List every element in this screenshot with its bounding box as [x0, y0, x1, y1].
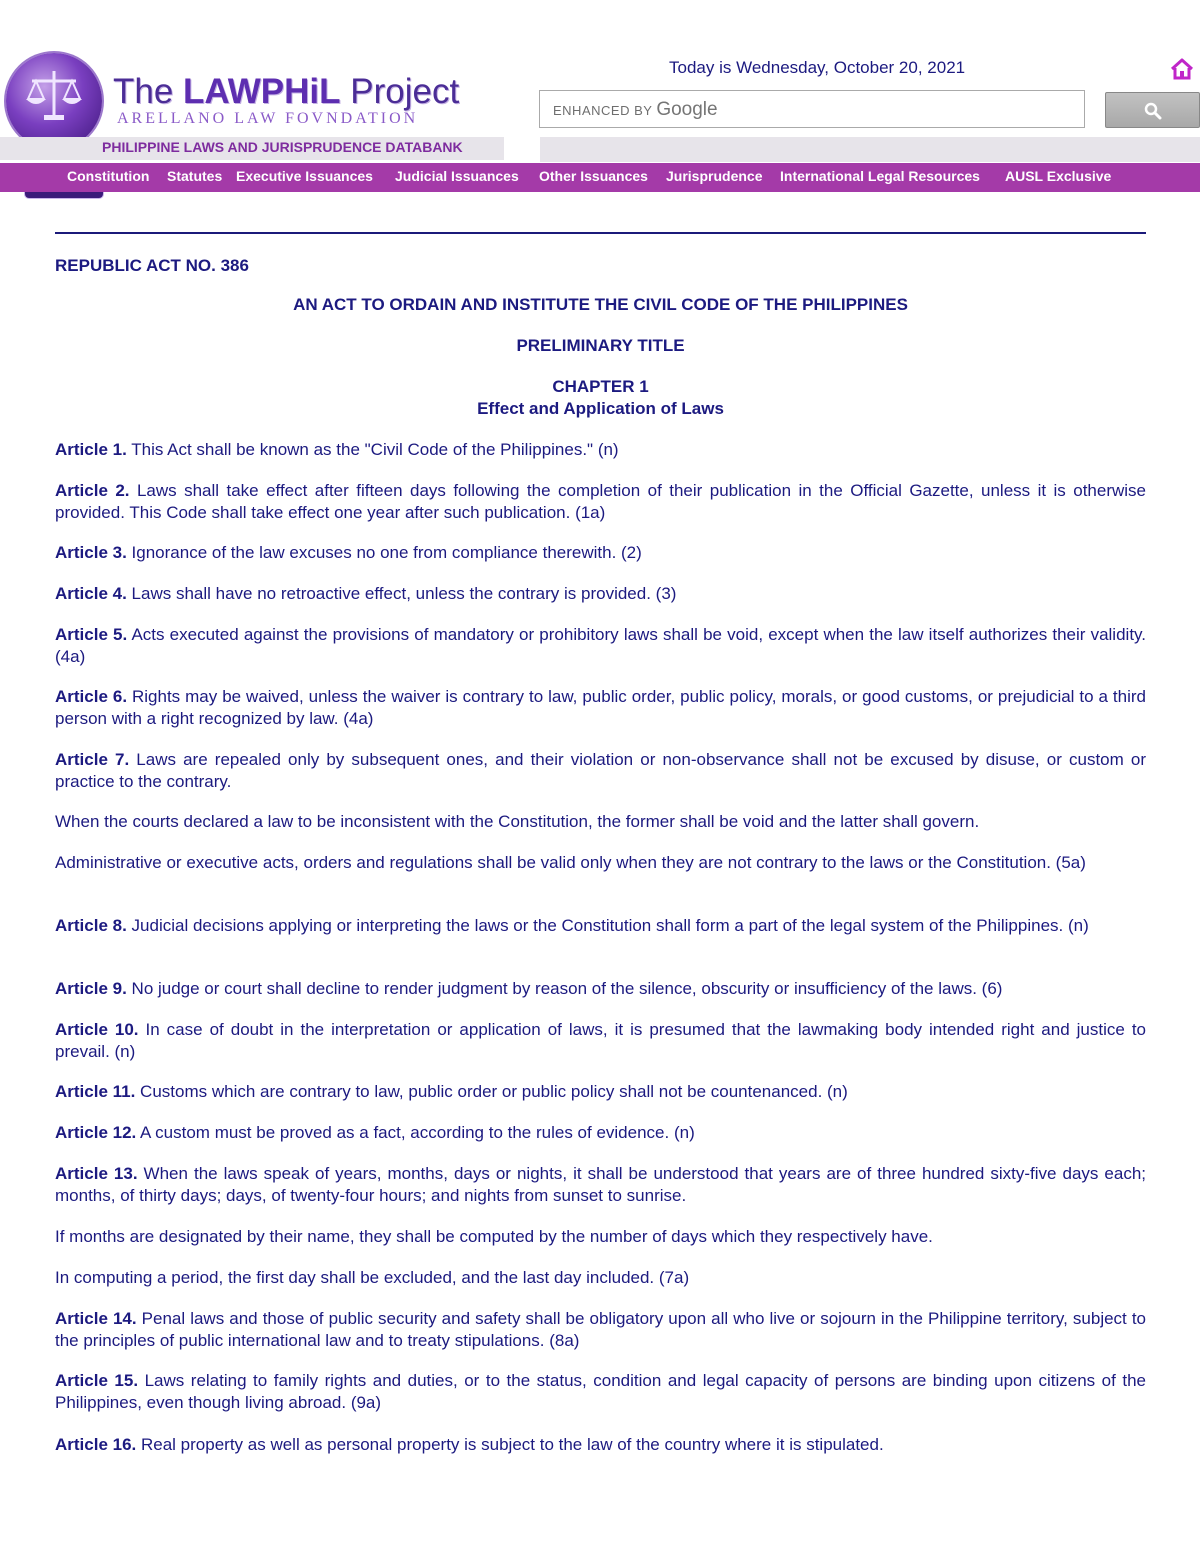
- article-text: Real property as well as personal property is subject to the law of the country where it is stipulated.: [136, 1435, 884, 1454]
- article-label: Article 1.: [55, 440, 127, 459]
- article-paragraph: [55, 624, 1146, 668]
- article-paragraph: [55, 480, 1146, 524]
- article-label: Article 16.: [55, 1435, 137, 1454]
- article-text: Customs which are contrary to law, public order or public policy shall not be countenanced. (n): [135, 1082, 848, 1101]
- nav-constitution[interactable]: Constitution: [67, 168, 150, 184]
- article-paragraph: [55, 1122, 1146, 1144]
- article-paragraph: [55, 1267, 1146, 1289]
- article-paragraph: [55, 749, 1146, 793]
- article-paragraph: [55, 915, 1146, 937]
- article-text: This Act shall be known as the "Civil Code of the Philippines." (n): [126, 440, 619, 459]
- article-text: When the courts declared a law to be inconsistent with the Constitution, the former shall be void and the latter shall govern.: [55, 812, 980, 831]
- brand-name: LAWPHiL: [183, 72, 341, 111]
- chapter-title: Effect and Application of Laws: [477, 399, 724, 418]
- article-label: Article 6.: [55, 687, 128, 706]
- nav-statutes[interactable]: Statutes: [167, 168, 223, 184]
- article-paragraph: [55, 583, 1146, 605]
- search-button[interactable]: [1105, 92, 1200, 128]
- article-label: Article 3.: [55, 543, 127, 562]
- article-text: Ignorance of the law excuses no one from compliance therewith. (2): [126, 543, 642, 562]
- article-paragraph: [55, 978, 1146, 1000]
- brand-the: The: [113, 72, 174, 111]
- brand-databank: PHILIPPINE LAWS AND JURISPRUDENCE DATABANK: [102, 139, 463, 155]
- article-paragraph: [55, 1081, 1146, 1103]
- article-text: Rights may be waived, unless the waiver is contrary to law, public order, public policy, morals, or good customs, or prejudicial to a third person with a right recognized by law. (4a): [55, 687, 1146, 728]
- article-text: Administrative or executive acts, orders and regulations shall be valid only when they are not contrary to the laws or the Constitution. (5a): [55, 853, 1086, 872]
- home-icon[interactable]: [1170, 58, 1194, 80]
- article-paragraph: [55, 1308, 1146, 1352]
- nav-executive-issuances[interactable]: Executive Issuances: [236, 168, 373, 184]
- brand-title[interactable]: [113, 72, 459, 112]
- article-text: In case of doubt in the interpretation or application of laws, it is presumed that the lawmaking body intended right and justice to prevail. (n): [55, 1020, 1146, 1061]
- article-text: Laws shall take effect after fifteen days following the completion of their publication in the Official Gazette, unless it is otherwise provided. This Code shall take effect one year after such publication. (1a): [55, 481, 1147, 522]
- article-label: Article 13.: [55, 1164, 138, 1183]
- article-label: Article 7.: [55, 750, 130, 769]
- search-icon: [1144, 102, 1162, 120]
- article-text: Judicial decisions applying or interpreting the laws or the Constitution shall form a part of the legal system of the Philippines. (n): [126, 916, 1089, 935]
- chapter-number: CHAPTER 1: [552, 377, 649, 396]
- lawphil-logo[interactable]: [6, 53, 102, 149]
- article-label: Article 11.: [55, 1082, 136, 1101]
- nav-ausl-exclusive[interactable]: AUSL Exclusive: [1005, 168, 1112, 184]
- article-text: Laws are repealed only by subsequent ones, and their violation or non-observance shall not be excused by disuse, or custom or practice to the contrary.: [55, 750, 1146, 791]
- article-paragraph: [55, 1163, 1146, 1207]
- article-label: Article 10.: [55, 1020, 139, 1039]
- nav-jurisprudence[interactable]: Jurisprudence: [666, 168, 763, 184]
- divider: [55, 232, 1146, 234]
- scales-of-justice-icon: [24, 67, 84, 127]
- article-label: Article 9.: [55, 979, 127, 998]
- article-text: Laws relating to family rights and duties, or to the status, condition and legal capacity of persons are binding upon citizens of the Philippines, even though living abroad. (9a): [55, 1371, 1147, 1412]
- article-text: If months are designated by their name, they shall be computed by the number of days which they respectively have.: [55, 1227, 933, 1246]
- article-label: Article 4.: [55, 584, 127, 603]
- article-text: Penal laws and those of public security and safety shall be obligatory upon all who live or sojourn in the Philippine territory, subject to the principles of public international law and to treaty stipulations. (8a): [55, 1309, 1147, 1350]
- article-paragraph: [55, 1434, 1146, 1456]
- article-label: Article 5.: [55, 625, 128, 644]
- article-label: Article 14.: [55, 1309, 137, 1328]
- article-paragraph: [55, 686, 1146, 730]
- article-text: Acts executed against the provisions of mandatory or prohibitory laws shall be void, except when the law itself authorizes their validity. (4a): [55, 625, 1146, 666]
- article-text: A custom must be proved as a fact, according to the rules of evidence. (n): [136, 1123, 695, 1142]
- article-paragraph: [55, 1226, 1146, 1248]
- search-watermark: [553, 99, 718, 121]
- date-text: Today is Wednesday, October 20, 2021: [669, 58, 966, 77]
- search-field[interactable]: [539, 90, 1085, 128]
- search-hint-brand: Google: [656, 99, 718, 120]
- article-paragraph: [55, 811, 1146, 833]
- act-number: REPUBLIC ACT NO. 386: [55, 256, 249, 275]
- nav-international-legal-resources[interactable]: International Legal Resources: [780, 168, 980, 184]
- article-text: No judge or court shall decline to render judgment by reason of the silence, obscurity or insufficiency of the laws. (6): [126, 979, 1003, 998]
- article-paragraph: [55, 1019, 1146, 1063]
- brand-subtitle: ARELLANO LAW FOVNDATION: [117, 110, 419, 127]
- article-label: Article 12.: [55, 1123, 137, 1142]
- search-hint-prefix: ENHANCED BY: [553, 103, 653, 118]
- article-text: When the laws speak of years, months, days or nights, it shall be understood that years are of three hundred sixty-five days each; months, of thirty days; days, of twenty-four hours; and nights from sunset to sunrise.: [55, 1164, 1146, 1205]
- article-text: In computing a period, the first day shall be excluded, and the last day included. (7a): [55, 1268, 690, 1287]
- article-paragraph: [55, 1370, 1146, 1414]
- article-paragraph: [55, 542, 1146, 564]
- preliminary-title: PRELIMINARY TITLE: [516, 336, 685, 355]
- brand-project: Project: [350, 72, 460, 111]
- header-strip: [540, 137, 1200, 162]
- article-text: Laws shall have no retroactive effect, unless the contrary is provided. (3): [126, 584, 677, 603]
- main-nav: [0, 163, 1200, 192]
- article-paragraph: [55, 852, 1146, 874]
- article-label: Article 8.: [55, 916, 127, 935]
- nav-judicial-issuances[interactable]: Judicial Issuances: [395, 168, 519, 184]
- site-header: [0, 0, 1200, 192]
- article-label: Article 2.: [55, 481, 130, 500]
- article-label: Article 15.: [55, 1371, 139, 1390]
- act-title: AN ACT TO ORDAIN AND INSTITUTE THE CIVIL CODE OF THE PHILIPPINES: [293, 295, 908, 314]
- nav-other-issuances[interactable]: Other Issuances: [539, 168, 648, 184]
- article-paragraph: [55, 439, 1146, 461]
